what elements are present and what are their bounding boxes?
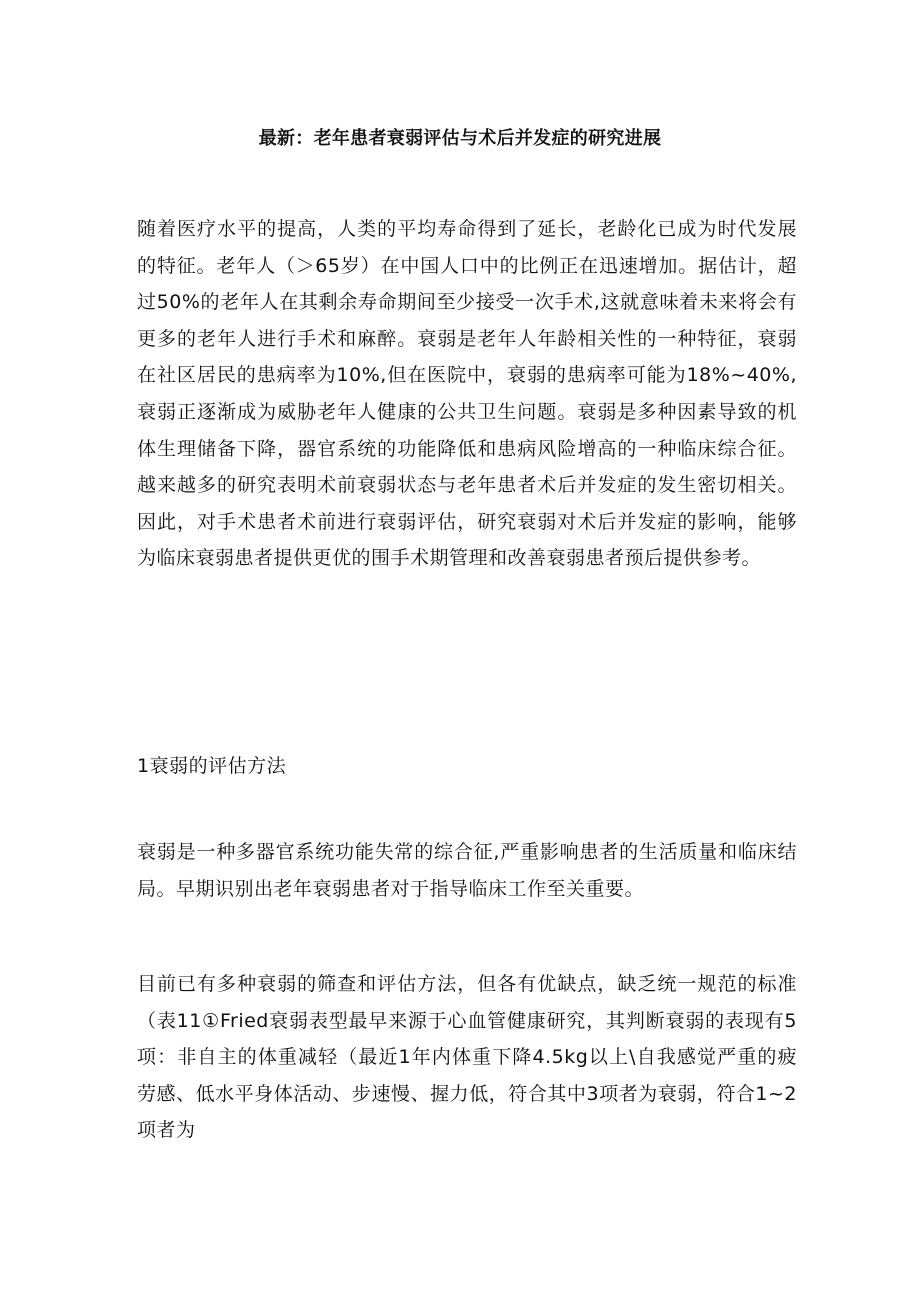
intro-paragraph: 随着医疗水平的提高，人类的平均寿命得到了延长，老龄化已成为时代发展的特征。老年人（＞65岁）在中国人口中的比例正在迅速增加。据估计，超过50%的老年人在其剩余寿命期间至少接受一次手术,这就意味着未来将会有更多的老年人进行手术和麻醉。衰弱是老年人年龄相关性的一种特征，衰弱在社区居民的患病率为10%,但在医院中，衰弱的患病率可能为18%~40%,衰弱正逐渐成为威胁老年人健康的公共卫生问题。衰弱是多种因素导致的机体生理储备下降，器官系统的功能降低和患病风险增高的一种临床综合征。越来越多的研究表明术前衰弱状态与老年患者术后并发症的发生密切相关。因此，对手术患者术前进行衰弱评估，研究衰弱对术后并发症的影响，能够为临床衰弱患者提供更优的围手术期管理和改善衰弱患者预后提供参考。 [137, 218, 797, 570]
body-paragraph: 衰弱是一种多器官系统功能失常的综合征,严重影响患者的生活质量和临床结局。早期识别出老年衰弱患者对于指导临床工作至关重要。 [137, 841, 797, 900]
section-heading: 1衰弱的评估方法 [137, 755, 287, 777]
document-title: 最新：老年患者衰弱评估与术后并发症的研究进展 [258, 128, 662, 149]
body-paragraph: 目前已有多种衰弱的筛查和评估方法，但各有优缺点，缺乏统一规范的标准（表11①Fried衰弱表型最早来源于心血管健康研究，其判断衰弱的表现有5项：非自主的体重减轻（最近1年内体重下降4.5kg以上\自我感觉严重的疲劳感、低水平身体活动、步速慢、握力低，符合其中3项者为衰弱，符合1~2项者为 [137, 973, 797, 1142]
